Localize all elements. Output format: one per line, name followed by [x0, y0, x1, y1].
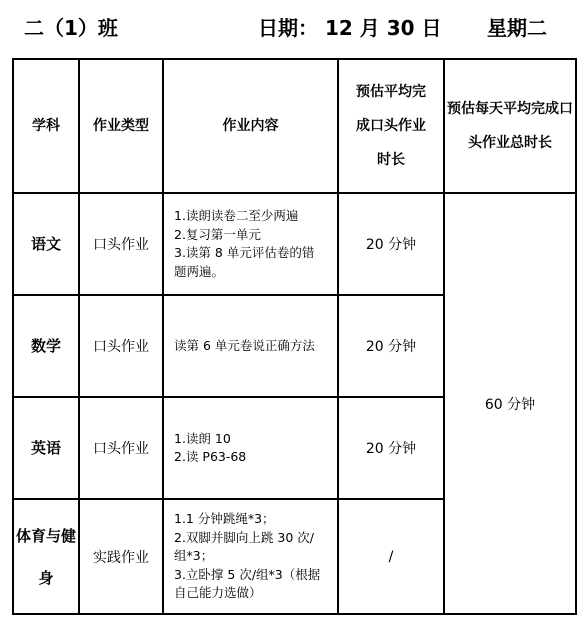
- content-line: 1.读朗读卷二至少两遍: [174, 208, 299, 223]
- content-line: 2.读 P63-68: [174, 449, 247, 464]
- content-cell: [163, 499, 338, 614]
- type-cell: 口头作业: [79, 397, 163, 499]
- column-header-estimated-time: [338, 59, 444, 193]
- duration-cell: 20 分钟: [338, 295, 444, 397]
- type-cell: 实践作业: [79, 499, 163, 614]
- content-cell: [163, 295, 338, 397]
- table-row: [13, 193, 576, 295]
- content-line: 3.读第 8 单元评估卷的错: [174, 245, 315, 260]
- column-header-total-time: [444, 59, 576, 193]
- content-line: 2.复习第一单元: [174, 226, 261, 242]
- content-cell: [163, 193, 338, 295]
- subject-label: 体育与健身: [16, 526, 77, 587]
- duration-cell: 20 分钟: [338, 397, 444, 499]
- subject-cell: [13, 499, 79, 614]
- column-header-type: 作业类型: [79, 59, 163, 193]
- subject-cell: 英语: [13, 397, 79, 499]
- content-line: 读第 6 单元卷说正确方法: [174, 337, 315, 353]
- subject-cell: 语文: [13, 193, 79, 295]
- content-cell: [163, 397, 338, 499]
- content-line: 3.立卧撑 5 次/组*3（根据: [174, 566, 321, 582]
- homework-table: [12, 58, 577, 615]
- duration-cell: /: [338, 499, 444, 614]
- content-line: 1.1 分钟跳绳*3；: [174, 511, 275, 527]
- subject-cell: 数学: [13, 295, 79, 397]
- table-header-row: [13, 59, 576, 193]
- type-cell: 口头作业: [79, 295, 163, 397]
- column-header-content: 作业内容: [163, 59, 338, 193]
- class-title: 二（1）班: [24, 16, 118, 40]
- content-line: 1.读朗 10: [174, 430, 231, 446]
- column-header-subject: 学科: [13, 59, 79, 193]
- date-label: 日期： 12 月 30 日: [258, 16, 442, 40]
- column-header-total-time-label: 预估每天平均完成口头作业总时长: [447, 101, 573, 151]
- content-line: 自己能力选做）: [174, 585, 262, 601]
- content-line: 组*3；: [174, 548, 214, 564]
- content-line: 2.双脚并脚向上跳 30 次/: [174, 529, 314, 545]
- type-cell: 口头作业: [79, 193, 163, 295]
- weekday-label: 星期二: [487, 16, 547, 40]
- column-header-estimated-time-label: 预估平均完成口头作业时长: [356, 84, 426, 168]
- total-duration-cell: 60 分钟: [444, 193, 576, 614]
- duration-cell: 20 分钟: [338, 193, 444, 295]
- content-line: 题两遍。: [174, 263, 225, 279]
